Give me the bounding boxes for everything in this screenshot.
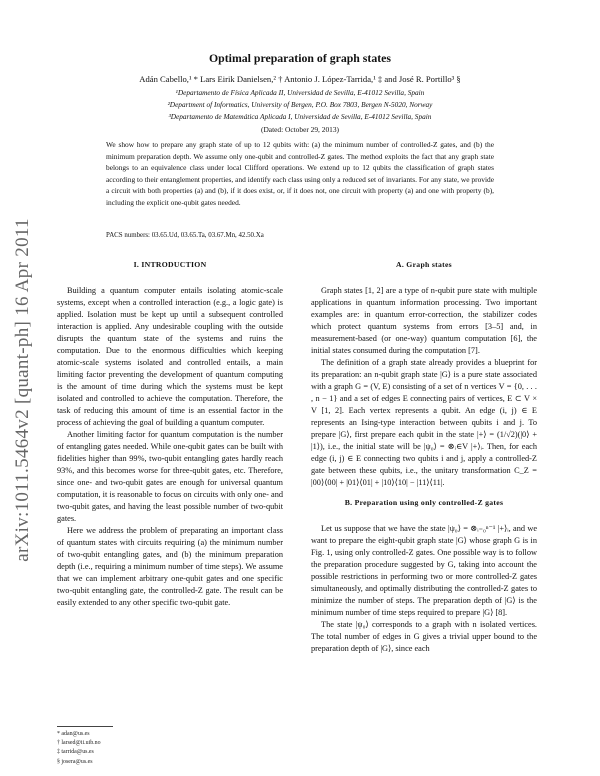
right-column: [311, 251, 537, 655]
graph-states-paragraph-2: The definition of a graph state already provides a blueprint for its preparation: an n-qubit graph state |G⟩ is a pure state associated with a graph G = (V, E) consisting of a set of n vertices V = {0, . . . , n − 1} and a set of edges E connecting pairs of vertices, E ⊂ V × V [1, 2]. Each vertex represents a qubit. An edge (i, j) ∈ E represents an Ising-type interaction between qubits i and j. To prepare |G⟩, first prepare each qubit in the state |+⟩ = (1/√2)(|0⟩ + |1⟩), i.e., the initial state will be |ψ₀⟩ = ⊗ᵢ∈V |+⟩ᵢ. Then, for each edge (i, j) ∈ E connecting two qubits i and j, apply a controlled-Z gate between these qubits, i.e., the unitary transformation C_Z = |00⟩⟨00| + |01⟩⟨01| + |10⟩⟨10| − |11⟩⟨11|.: [311, 358, 537, 487]
author-list: Adán Cabello,¹ * Lars Eirik Danielsen,² † Antonio J. López-Tarrida,¹ ‡ and José R. Portillo³ §: [139, 74, 461, 84]
date-line: (Dated: October 29, 2013): [261, 125, 339, 134]
arxiv-stamp: [6, 180, 40, 600]
affiliation-2: ²Department of Informatics, University of Bergen, P.O. Box 7803, Bergen N-5020, Norway: [167, 100, 433, 109]
footnotes: [57, 730, 257, 767]
section-heading-introduction: I. INTRODUCTION: [133, 260, 207, 269]
graph-states-paragraph-1: Graph states [1, 2] are a type of n-qubit pure state with multiple applications in quantum information processing. Two important examples are: in quantum error-correction, the stabilizer codes which protect quantum systems from errors [3–5] and, in measurement-based (or one-way) quantum computation [6], the initial states consumed during the computation [7].: [311, 286, 537, 355]
footnote-email-1: * adan@us.es: [57, 731, 90, 737]
intro-paragraph-1: Building a quantum computer entails isolating atomic-scale systems, except when a controlled interaction (e.g., a logic gate) is applied. Isolation must be kept up until a subsequent controlled interaction is applied. Any undesirable coupling with the outside disrupts the quantum state of the systems and ruins the computation. Due to the enormous difficulties which keeping atomic-scale systems isolated and controlled entails, a main limiting factor preventing the development of quantum computing is the amount of time during which the systems must be kept isolated and controlled to achieve the computation. Therefore, the task of reducing this amount of time is an essential factor in the process of achieving the goal of building a quantum computer.: [57, 286, 283, 427]
abstract: We show how to prepare any graph state of up to 12 qubits with: (a) the minimum number of controlled-Z gates, and (b) the minimum preparation depth. We assume only one-qubit and controlled-Z gates. The method exploits the fact that any graph state belongs to an equivalence class under local Clifford operations. We extend up to 12 qubits the classification of graph states according to their entanglement properties, and identify each class using only a reduced set of invariants. For any state, we provide a circuit with both properties (a) and (b), if it does exist, or, if it does not, one circuit with property (a) and one with property (b), including the explicit one-qubit gates needed.: [106, 140, 494, 207]
intro-paragraph-3: Here we address the problem of preparating an important class of quantum states with circuits requiring (a) the minimum number of two-qubit entangling gates, and (b) the minimum preparation depth (i.e., requiring a minimum number of time steps). We assume that we can implement arbitrary one-qubit gates and one specific two-qubit entangling gate, the controlled-Z gate. The result can be easily extended to any other specific two-qubit gate.: [57, 526, 283, 607]
intro-paragraph-2: Another limiting factor for quantum computation is the number of entangling gates needed. While one-qubit gates can be built with fidelities higher than 99%, two-qubit entangling gates hardly reach 93%, and this becomes worse for three-qubit gates, etc. Therefore, since one- and two-qubit gates are enough for universal quantum computation, it is reasonable to focus on circuits with only one- and two-qubit gates, and having the least possible number of two-qubit gates.: [57, 430, 283, 523]
footnote-email-3: ‡ tarrida@us.es: [57, 749, 94, 756]
subsection-heading-preparation: B. Preparation using only controlled-Z gates: [344, 498, 504, 507]
affiliation-1: ¹Departamento de Física Aplicada II, Universidad de Sevilla, E-41012 Sevilla, Spain: [175, 88, 425, 97]
affiliation-3: ³Departamento de Matemática Aplicada I, Universidad de Sevilla, E-41012 Sevilla, Spain: [168, 112, 432, 121]
footnote-email-4: § josera@us.es: [57, 758, 93, 765]
pacs-numbers: PACS numbers: 03.65.Ud, 03.65.Ta, 03.67.Mn, 42.50.Xa: [106, 232, 264, 239]
paper-title: Optimal preparation of graph states: [209, 51, 391, 65]
footnote-email-2: † larsed@ii.uib.no: [57, 740, 101, 747]
subsection-heading-graph-states: A. Graph states: [396, 260, 452, 269]
preparation-paragraph-2: The state |ψ₀⟩ corresponds to a graph with n isolated vertices. The total number of edges in G gives a trivial upper bound to the preparation depth of |G⟩, since each: [311, 620, 537, 653]
left-column: [57, 251, 283, 609]
arxiv-stamp-text: arXiv:1011.5464v2 [quant-ph] 16 Apr 2011: [12, 218, 34, 562]
footnote-rule: [57, 726, 113, 727]
preparation-paragraph-1: Let us suppose that we have the state |ψ₀⟩ = ⊗ᵢ₌₀ⁿ⁻¹ |+⟩ᵢ, and we want to prepare the eight-qubit graph state |G⟩ whose graph G is in Fig. 1, using only controlled-Z gates. One possible way is to follow the preparation procedure suggested by G, taking into account the possible restrictions in performing two or more controlled-Z gates simultaneously, and optimally distributing the controlled-Z gates to minimize the number of steps. The preparation depth of |G⟩ is the minimum number of time steps required to prepare |G⟩ [8].: [311, 524, 537, 617]
